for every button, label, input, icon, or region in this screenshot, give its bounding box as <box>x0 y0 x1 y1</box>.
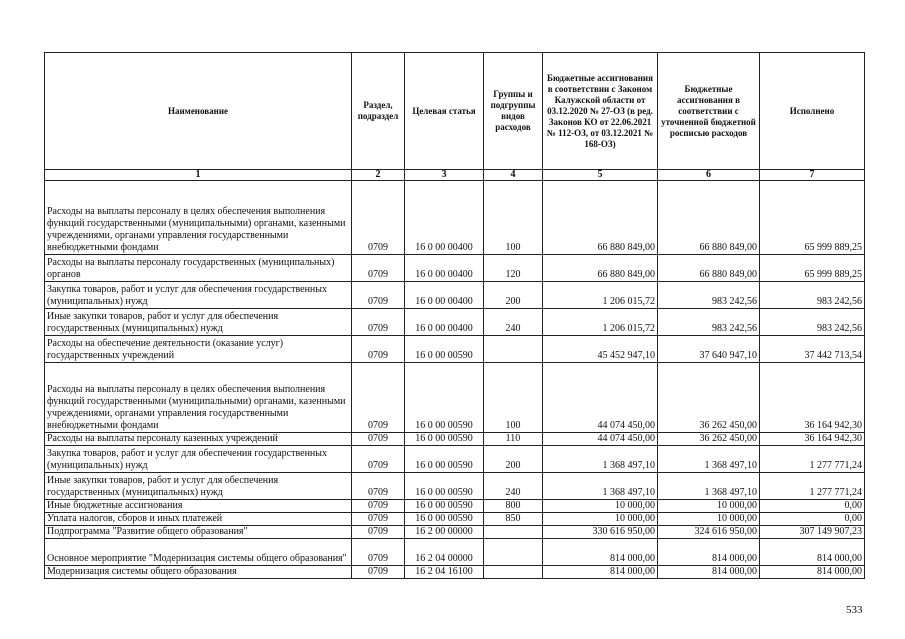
table-row <box>45 473 865 500</box>
row-group: 100 <box>484 363 543 433</box>
row-executed: 1 277 771,24 <box>760 446 865 473</box>
table-row <box>45 181 865 255</box>
row-target: 16 2 04 16100 <box>405 566 484 579</box>
row-group: 800 <box>484 500 543 513</box>
row-group: 850 <box>484 513 543 526</box>
row-name: Подпрограмма "Развитие общего образования" <box>45 526 352 539</box>
column-number: 2 <box>352 170 405 181</box>
column-number: 4 <box>484 170 543 181</box>
table-row <box>45 500 865 513</box>
row-section: 0709 <box>352 526 405 539</box>
row-law: 66 880 849,00 <box>543 255 658 282</box>
row-section: 0709 <box>352 473 405 500</box>
row-law: 814 000,00 <box>543 566 658 579</box>
row-law: 330 616 950,00 <box>543 526 658 539</box>
row-executed: 0,00 <box>760 513 865 526</box>
row-executed: 307 149 907,23 <box>760 526 865 539</box>
row-group <box>484 526 543 539</box>
row-law: 1 206 015,72 <box>543 309 658 336</box>
row-refined: 66 880 849,00 <box>658 255 760 282</box>
row-executed: 36 164 942,30 <box>760 433 865 446</box>
row-refined: 814 000,00 <box>658 566 760 579</box>
row-executed: 36 164 942,30 <box>760 363 865 433</box>
row-refined: 814 000,00 <box>658 539 760 566</box>
row-name: Расходы на выплаты персоналу в целях обеспечения выполнения функций государственными (муниципальными) органами, казенными учреждениями, органами управления государственными внебюджетными фондами <box>45 363 352 433</box>
row-executed: 1 277 771,24 <box>760 473 865 500</box>
header-executed: Исполнено <box>760 53 865 170</box>
row-target: 16 0 00 00400 <box>405 181 484 255</box>
row-group: 200 <box>484 446 543 473</box>
row-refined: 983 242,56 <box>658 309 760 336</box>
row-target: 16 0 00 00590 <box>405 363 484 433</box>
row-refined: 983 242,56 <box>658 282 760 309</box>
row-section: 0709 <box>352 513 405 526</box>
table-row <box>45 363 865 433</box>
row-section: 0709 <box>352 282 405 309</box>
row-target: 16 2 04 00000 <box>405 539 484 566</box>
row-refined: 10 000,00 <box>658 500 760 513</box>
row-refined: 1 368 497,10 <box>658 473 760 500</box>
row-name: Расходы на выплаты персоналу в целях обеспечения выполнения функций государственными (муниципальными) органами, казенными учреждениями, органами управления государственными внебюджетными фондами <box>45 181 352 255</box>
header-group: Группы и подгруппы видов расходов <box>484 53 543 170</box>
row-section: 0709 <box>352 446 405 473</box>
column-number-row <box>45 170 865 181</box>
row-target: 16 2 00 00000 <box>405 526 484 539</box>
row-law: 44 074 450,00 <box>543 433 658 446</box>
row-target: 16 0 00 00590 <box>405 513 484 526</box>
row-executed: 814 000,00 <box>760 566 865 579</box>
row-target: 16 0 00 00400 <box>405 282 484 309</box>
row-name: Расходы на выплаты персоналу государственных (муниципальных) органов <box>45 255 352 282</box>
row-target: 16 0 00 00400 <box>405 309 484 336</box>
row-section: 0709 <box>352 181 405 255</box>
table-row <box>45 566 865 579</box>
row-group: 240 <box>484 473 543 500</box>
header-section: Раздел, подраздел <box>352 53 405 170</box>
row-name: Закупка товаров, работ и услуг для обеспечения государственных (муниципальных) нужд <box>45 282 352 309</box>
row-section: 0709 <box>352 433 405 446</box>
row-section: 0709 <box>352 336 405 363</box>
row-section: 0709 <box>352 500 405 513</box>
row-name: Иные закупки товаров, работ и услуг для обеспечения государственных (муниципальных) нужд <box>45 473 352 500</box>
row-law: 45 452 947,10 <box>543 336 658 363</box>
row-name: Модернизация системы общего образования <box>45 566 352 579</box>
row-law: 10 000,00 <box>543 500 658 513</box>
header-refined: Бюджетные ассигнования в соответствии с уточненной бюджетной росписью расходов <box>658 53 760 170</box>
row-group <box>484 566 543 579</box>
row-name: Иные бюджетные ассигнования <box>45 500 352 513</box>
row-target: 16 0 00 00590 <box>405 500 484 513</box>
row-refined: 1 368 497,10 <box>658 446 760 473</box>
row-law: 1 206 015,72 <box>543 282 658 309</box>
row-refined: 36 262 450,00 <box>658 363 760 433</box>
table-row <box>45 309 865 336</box>
row-name: Закупка товаров, работ и услуг для обеспечения государственных (муниципальных) нужд <box>45 446 352 473</box>
table-row <box>45 336 865 363</box>
row-section: 0709 <box>352 309 405 336</box>
row-name: Основное мероприятие "Модернизация системы общего образования" <box>45 539 352 566</box>
row-law: 814 000,00 <box>543 539 658 566</box>
row-refined: 324 616 950,00 <box>658 526 760 539</box>
budget-table <box>44 52 865 579</box>
row-name: Иные закупки товаров, работ и услуг для обеспечения государственных (муниципальных) нужд <box>45 309 352 336</box>
column-number: 7 <box>760 170 865 181</box>
table-row <box>45 513 865 526</box>
row-law: 44 074 450,00 <box>543 363 658 433</box>
column-number: 5 <box>543 170 658 181</box>
header-law: Бюджетные ассигнования в соответствии с Законом Калужской области от 03.12.2020 № 27-ОЗ (в ред. Законов КО от 22.06.2021 № 112-ОЗ, от 03.12.2021 № 168-ОЗ) <box>543 53 658 170</box>
row-name: Расходы на выплаты персоналу казенных учреждений <box>45 433 352 446</box>
row-law: 10 000,00 <box>543 513 658 526</box>
row-group: 200 <box>484 282 543 309</box>
row-group: 100 <box>484 181 543 255</box>
row-target: 16 0 00 00590 <box>405 473 484 500</box>
page-number: 533 <box>846 604 863 616</box>
row-section: 0709 <box>352 363 405 433</box>
row-refined: 10 000,00 <box>658 513 760 526</box>
row-law: 1 368 497,10 <box>543 446 658 473</box>
row-target: 16 0 00 00400 <box>405 255 484 282</box>
column-number: 1 <box>45 170 352 181</box>
row-executed: 814 000,00 <box>760 539 865 566</box>
row-group: 110 <box>484 433 543 446</box>
row-executed: 0,00 <box>760 500 865 513</box>
table-row <box>45 282 865 309</box>
table-row <box>45 539 865 566</box>
row-target: 16 0 00 00590 <box>405 446 484 473</box>
table-row <box>45 255 865 282</box>
column-number: 6 <box>658 170 760 181</box>
row-name: Расходы на обеспечение деятельности (оказание услуг) государственных учреждений <box>45 336 352 363</box>
column-number: 3 <box>405 170 484 181</box>
table-row <box>45 526 865 539</box>
row-executed: 37 442 713,54 <box>760 336 865 363</box>
row-section: 0709 <box>352 539 405 566</box>
header-row <box>45 53 865 170</box>
row-refined: 36 262 450,00 <box>658 433 760 446</box>
header-target: Целевая статья <box>405 53 484 170</box>
row-group <box>484 539 543 566</box>
table-row <box>45 446 865 473</box>
table-row <box>45 433 865 446</box>
row-refined: 37 640 947,10 <box>658 336 760 363</box>
row-executed: 65 999 889,25 <box>760 181 865 255</box>
row-law: 66 880 849,00 <box>543 181 658 255</box>
row-section: 0709 <box>352 566 405 579</box>
row-law: 1 368 497,10 <box>543 473 658 500</box>
row-refined: 66 880 849,00 <box>658 181 760 255</box>
row-executed: 983 242,56 <box>760 282 865 309</box>
row-target: 16 0 00 00590 <box>405 433 484 446</box>
header-name: Наименование <box>45 53 352 170</box>
row-group <box>484 336 543 363</box>
row-name: Уплата налогов, сборов и иных платежей <box>45 513 352 526</box>
row-executed: 65 999 889,25 <box>760 255 865 282</box>
row-executed: 983 242,56 <box>760 309 865 336</box>
row-group: 120 <box>484 255 543 282</box>
row-section: 0709 <box>352 255 405 282</box>
row-group: 240 <box>484 309 543 336</box>
row-target: 16 0 00 00590 <box>405 336 484 363</box>
